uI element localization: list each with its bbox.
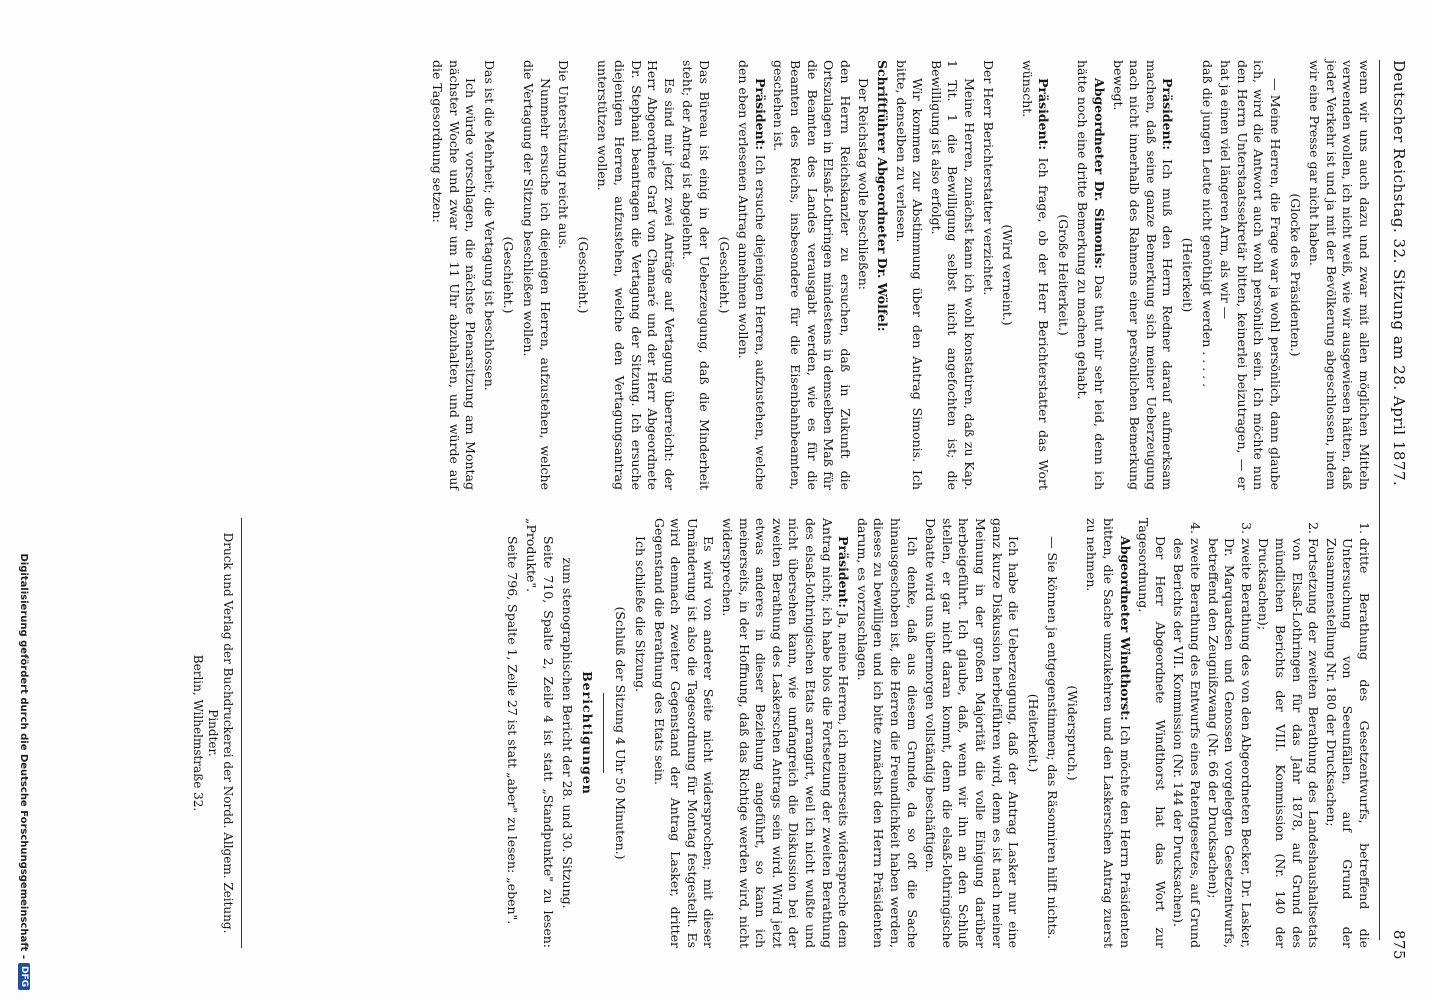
paragraph-text: Es wird von anderer Seite nicht widersprochen; mit dieser Umänderung ist also die Tagesordnung für Montag festgestellt. Es wird demnach zweiter Gegenstand der Antrag Lasker, dritter Gegenstand die Berathung des Etats sein.: [651, 518, 717, 948]
paragraph-text: Ja, meine Herren, ich meinerseits widerspreche dem Antrag nicht; ich habe blos die Fortsetzung der zweiten Berathung des elsaß-lothringischen Etats arrangirt, weil ich nicht wußte und nicht übersehen kann, wie umfangreich die Diskussion bei der zweiten Berathung des Laskerschen Antrags sein wird. Wird jetzt etwas anderes in dieser Beziehung angeführt, so kann ich meinerseits, in der Hoffnung, daß das Richtige werden wird, nicht widersprechen.: [720, 518, 852, 948]
paragraph-text: — Meine Herren, die Frage war ja wohl persönlich, dann glaube ich, wird die Antwort auch wohl persönlich sein. Ich möchte nun den Herrn Unterstaatssekretär bitten, keinerlei beizutragen, — er hat ja einen viel längeren Arm, als wir —: [1218, 60, 1284, 490]
left_column-paragraph: [574, 60, 591, 490]
paragraph-text: Die Unterstützung reicht aus.: [556, 60, 572, 249]
left_column-paragraph: [480, 60, 497, 490]
right-column-text: [612, 518, 1168, 948]
paragraph-text: (Wird verneint.): [1000, 224, 1016, 326]
paragraph-text: daß die jungen Leute nicht genöthigt werden . . . . .: [1199, 60, 1215, 388]
left_column-paragraph: [1074, 60, 1107, 490]
left_column-paragraph: [594, 60, 677, 490]
paragraph-text: (Geschieht.): [716, 236, 732, 314]
page-number: 875: [1390, 929, 1408, 960]
left_column-paragraph: [715, 60, 732, 490]
agenda-item: 4. zweite Berathung des Entwurfs eines Patentgesetzes, auf Grund des Berichts der VII. Kommission (Nr. 144 der Drucksachen).: [1170, 538, 1203, 948]
agenda-item: 3. zweite Berathung des von den Abgeordneten Becker, Dr. Lasker, Dr. Marquardsen und Genossen vorgelegten Gesetzentwurfs, betreffend den Zeugnißzwang (Nr. 66 der Drucksachen);: [1204, 538, 1254, 948]
paragraph-text: Das thut mir sehr leid, denn ich hätte noch eine dritte Bemerkung zu machen gehabt.: [1075, 60, 1108, 490]
agenda-item: 2. Fortsetzung der zweiten Berathung des Landeshaushaltsetats von Elsaß-Lothringen für das Jahr 1878, auf Grund des mündlichen Berichts der VIII. Kommission (Nr. 140 der Drucksachen);: [1255, 538, 1321, 948]
right_column-paragraph: [922, 518, 1022, 948]
imprint-line-1: Druck und Verlag der Buchdruckerei der Nordd. Allgem. Zeitung. Pindter.: [206, 532, 235, 934]
running-head: Deutscher Reichstag. 32. Sitzung am 28. April 1877.: [1390, 60, 1408, 487]
paragraph-text: Wir kommen zur Abstimmung über den Antrag Simonis. Ich bitte, denselben zu verlesen.: [893, 60, 926, 490]
left_column-paragraph: [1198, 60, 1215, 490]
paragraph-text: (Glocke des Präsidenten.): [1287, 193, 1303, 357]
left_column-paragraph: [770, 60, 853, 490]
paragraph-text: Ich ersuche diejenigen Herren, aufzustehen, welche den eben verlesenen Antrag annehmen wollen.: [736, 60, 768, 490]
corrections-title: Berichtigungen: [579, 671, 595, 795]
left_column-paragraph: [500, 60, 517, 490]
paragraph-text: (Geschieht.): [501, 236, 517, 314]
imprint-line-2: Berlin, Wilhelmstraße 32.: [191, 654, 205, 812]
paragraph-text: (Schluß der Sitzung 4 Uhr 50 Minuten.): [613, 606, 629, 860]
paragraph-text: Es sind mir jetzt zwei Anträge auf Vertagung überreicht: der Herr Abgeordnete Graf von Chamaré und der Herr Abgeordnete Dr. Stephani beantragen die Vertagung der Sitzung. Ich ersuche diejenigen Herren, aufzustehen, welche den Vertagungsantrag unterstützen wollen.: [595, 60, 677, 490]
paragraph-text: (Heiterkeit): [1180, 237, 1196, 313]
left_column-paragraph: [1286, 60, 1303, 490]
paragraph-text: Nunmehr ersuche ich diejenigen Herren, aufzustehen, welche die Vertagung der Sitzung beschließen wollen.: [521, 60, 553, 490]
paragraph-text: Der Herr Abgeordnete Windthorst hat das Wort zur Tagesordnung.: [1136, 518, 1168, 948]
paragraph-text: wenn wir uns auch dazu und zwar mit allen möglichen Mitteln verwenden wollen, ich nicht weiß, wie wir ausgewiesen hätten, daß jeder Verkehr ist und ja mit der Bevölkerung abgeschlossen, indem wir eine Presse gar nicht haben.: [1307, 60, 1372, 490]
right_column-paragraph: [631, 518, 648, 948]
paragraph-text: Ich frage, ob der Herr Berichterstatter das Wort wünscht.: [1019, 60, 1052, 490]
right_column-paragraph: [1083, 518, 1133, 948]
left_column-paragraph: [555, 60, 572, 490]
dfg-logo: DFG: [18, 963, 30, 990]
imprint: [190, 518, 242, 948]
left_column-paragraph: [873, 60, 890, 490]
paragraph-text: Ich denke, daß aus diesem Grunde, da so oft die Sache hinausgeschoben ist, die Herren die Freundlichkeit haben werden, dieses zu bewilligen und ich bitte zunächst den Herrn Präsidenten darum, es vorzuschlagen.: [854, 518, 920, 948]
left_column-paragraph: [1306, 60, 1372, 490]
left-column: [427, 60, 1372, 490]
paragraph-text: Ich muß den Herrn Redner darauf aufmerksam machen, daß seine ganze Bemerkung sich meiner Ueberzeugung nach nicht innerhalb des Rahmens einer persönlichen Bemerkung bewegt.: [1110, 60, 1176, 490]
left_column-paragraph: [999, 60, 1016, 490]
paragraph-text: Meine Herren, zunächst kann ich wohl konstatiren, daß zu Kap. 1 Tit. 1 die Bewilligung selbst nicht angefochten ist; die Bewilligung ist also erfolgt.: [928, 60, 977, 490]
left_column-paragraph: [1018, 60, 1051, 490]
left_column-paragraph: [429, 60, 479, 490]
paragraph-text: Ich habe die Ueberzeugung, daß der Antrag Lasker nur eine ganz kurze Diskussion herbeiführen wird, denn es ist nach meiner Meinung in der großen Majorität die volle Einigung darüber herbeigeführt. Ich glaube, daß, wenn wir ihn an den Schluß stellen, er gar nicht daran kommt, denn die elsaß-lothringische Debatte wird uns übermorgen vollständig beschäftigen.: [923, 518, 1022, 948]
paragraph-text: (Widerspruch.): [1064, 685, 1080, 781]
paragraph-text: (Geschieht.): [575, 236, 591, 314]
right_column-paragraph: [1024, 518, 1041, 948]
right_column-paragraph: [853, 518, 919, 948]
speaker-name: Präsident:: [1160, 78, 1176, 151]
right_column-paragraph: [1044, 518, 1061, 948]
left_column-paragraph: [1217, 60, 1283, 490]
speaker-name: Abgeordneter Dr. Simonis:: [1092, 78, 1108, 269]
speaker-name: Präsident:: [1036, 78, 1052, 151]
left_column-paragraph: [1054, 60, 1071, 490]
paragraph-text: Das Büreau ist einig in der Ueberzeugung, daß die Minderheit steht; der Antrag ist abgelehnt.: [680, 60, 713, 490]
paragraph-text: Ich möchte den Herrn Präsidenten bitten, die Sache umzukehren und den Laskerschen Antrag zuerst zu nehmen.: [1084, 518, 1133, 948]
paragraph-text: Das ist die Mehrheit; die Vertagung ist beschlossen.: [481, 60, 497, 391]
section-separator: [603, 693, 604, 773]
left_column-paragraph: [927, 60, 977, 490]
right-column: [502, 518, 1372, 948]
speaker-name: Abgeordneter Windthorst:: [1117, 536, 1133, 721]
paragraph-text: — Sie können ja entgegenstimmen; das Räsonniren hilft nichts.: [1045, 536, 1061, 940]
paragraph-text: (Große Heiterkeit.): [1055, 214, 1071, 336]
speaker-name: Schriftführer Abgeordneter Dr. Wölfel:: [874, 60, 890, 332]
left_column-paragraph: [1178, 60, 1195, 490]
digitization-footer: [18, 500, 30, 990]
speaker-name: Präsident:: [752, 78, 768, 151]
paragraph-text: Ich würde vorschlagen, die nächste Plenarsitzung am Montag nächster Woche und zwar um 11 Uhr abzuhalten, und würde auf die Tagesordnung setzen:: [430, 60, 479, 490]
correction-line: Seite 710, Spalte 2, Zeile 4 ist statt „Standpunkte" zu lesen: „Produkte".: [524, 518, 556, 948]
left_column-paragraph: [979, 60, 996, 490]
page-header: [1378, 40, 1418, 960]
left_column-paragraph: [855, 60, 872, 490]
right_column-paragraph: [1063, 518, 1080, 948]
right_column-paragraph: [1135, 518, 1168, 948]
speaker-name: Präsident:: [836, 536, 852, 609]
digitization-note: Digitalisierung gefördert durch die Deutsche Forschungsgemeinschaft -: [18, 553, 30, 959]
left_column-paragraph: [520, 60, 553, 490]
left_column-paragraph: [892, 60, 925, 490]
header-rule: [1379, 60, 1380, 940]
right_column-paragraph: [718, 518, 851, 948]
agenda-item: 1. dritte Berathung des Gesetzentwurfs, betreffend die Untersuchung von Seeunfällen, auf Grund der Zusammenstellung Nr. 180 der Drucksachen;: [1322, 538, 1372, 948]
paragraph-text: Der Herr Berichterstatter verzichtet.: [980, 60, 996, 296]
left_column-paragraph: [1109, 60, 1175, 490]
corrections-lines: [504, 518, 556, 948]
right_column-paragraph: [650, 518, 716, 948]
paragraph-text: Ich schließe die Sitzung.: [633, 536, 649, 693]
left_column-paragraph: [735, 60, 768, 490]
left_column-paragraph: [679, 60, 712, 490]
correction-line: Seite 796, Spalte 1, Zeile 27 ist statt „aber" zu lesen: „eben".: [505, 536, 521, 925]
paragraph-text: Der Reichstag wolle beschließen:: [856, 78, 872, 290]
paragraph-text: den Herrn Reichskanzler zu ersuchen, daß in Zukunft die Ortszulagen in Elsaß-Lothringen mindestens in demselben Maß für die Beamten des Landes verausgabt werden, wie es für die Beamten des Reichs, insbesondere für die Eisenbahnbeamten, geschehen ist.: [771, 60, 853, 490]
paragraph-text: (Heiterkeit.): [1025, 693, 1041, 773]
corrections-subtitle: zum stenographischen Bericht der 28. und 30. Sitzung.: [560, 557, 576, 909]
right_column-paragraph: [612, 518, 629, 948]
agenda-list: [1170, 518, 1372, 948]
